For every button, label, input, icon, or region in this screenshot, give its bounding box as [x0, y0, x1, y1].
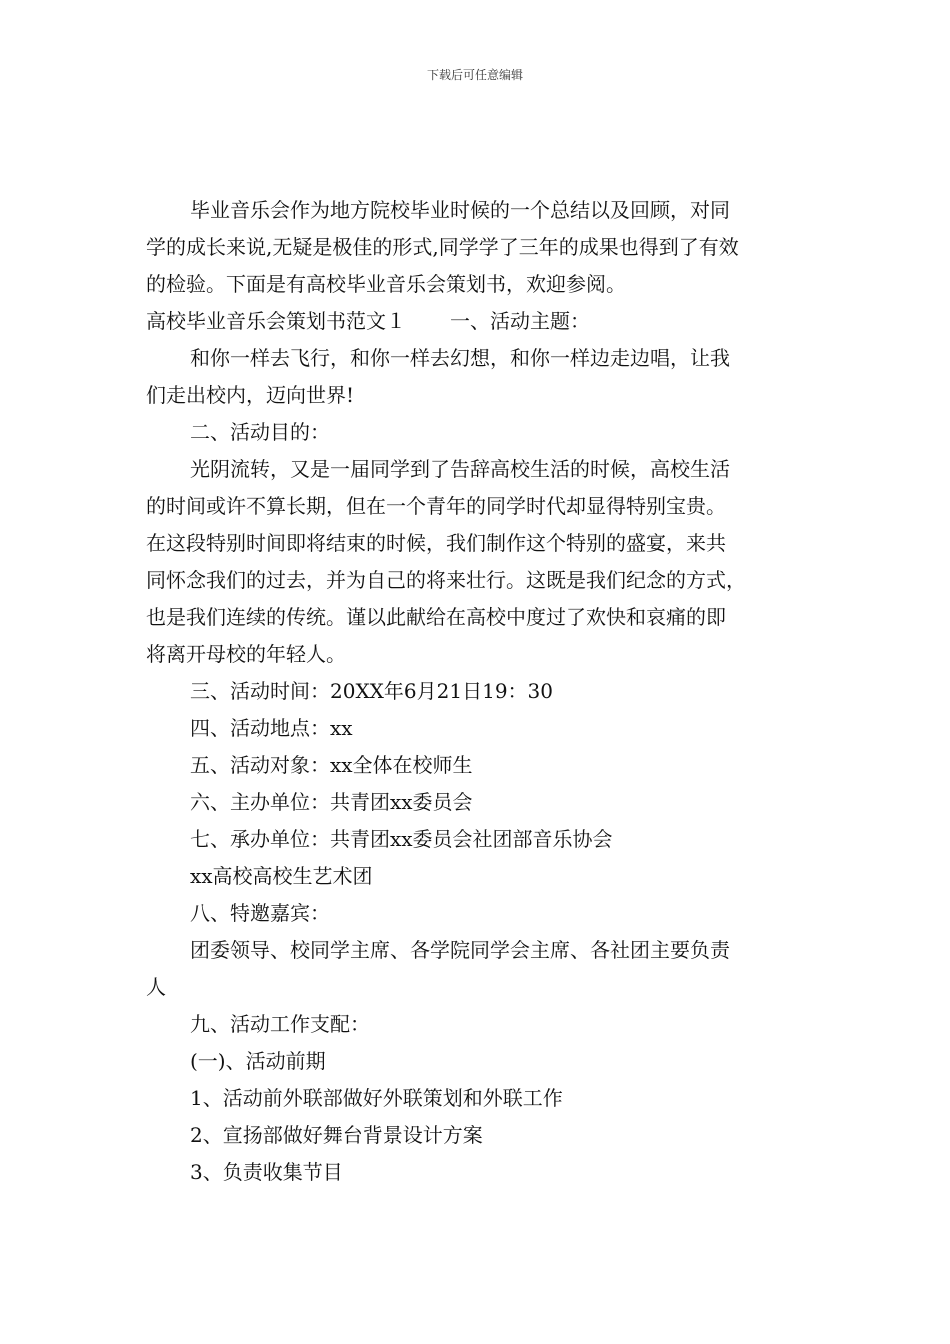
section-heading: 八、特邀嘉宾：	[190, 901, 330, 925]
list-item: 1、活动前外联部做好外联策划和外联工作	[190, 1086, 563, 1110]
paragraph-line: 人	[146, 975, 166, 999]
paragraph-line: 同怀念我们的过去，并为自己的将来壮行。这既是我们纪念的方式，	[146, 568, 746, 592]
paragraph-line: 毕业音乐会作为地方院校毕业时候的一个总结以及回顾，对同	[190, 198, 730, 222]
subsection-heading: (一)、活动前期	[190, 1049, 326, 1073]
section-title-line	[146, 303, 806, 340]
page-header-note: 下载后可任意编辑	[426, 68, 523, 82]
section-heading: 五、活动对象：xx全体在校师生	[190, 753, 473, 777]
paragraph-line: 们走出校内，迈向世界!	[146, 383, 355, 407]
paragraph-line: 团委领导、校同学主席、各学院同学会主席、各社团主要负责	[190, 938, 730, 962]
section-heading: 四、活动地点：xx	[190, 716, 353, 740]
section-heading: 一、活动主题：	[450, 309, 590, 333]
section-heading: 二、活动目的：	[190, 420, 330, 444]
paragraph-line: 学的成长来说,无疑是极佳的形式,同学学了三年的成果也得到了有效	[146, 235, 739, 259]
paragraph-line: xx高校高校生艺术团	[190, 864, 373, 888]
paragraph-line: 的检验。下面是有高校毕业音乐会策划书，欢迎参阅。	[146, 272, 626, 296]
list-item: 2、宣扬部做好舞台背景设计方案	[190, 1123, 483, 1147]
paragraph-line: 也是我们连续的传统。谨以此献给在高校中度过了欢快和哀痛的即	[146, 605, 726, 629]
document-body	[146, 192, 806, 1191]
section-heading: 六、主办单位：共青团xx委员会	[190, 790, 473, 814]
paragraph-line: 在这段特别时间即将结束的时候，我们制作这个特别的盛宴，来共	[146, 531, 726, 555]
section-heading: 七、承办单位：共青团xx委员会社团部音乐协会	[190, 827, 613, 851]
paragraph-line: 和你一样去飞行，和你一样去幻想，和你一样边走边唱，让我	[190, 346, 730, 370]
paragraph-line: 光阴流转，又是一届同学到了告辞高校生活的时候，高校生活	[190, 457, 730, 481]
list-item: 3、负责收集节目	[190, 1160, 343, 1184]
paragraph-line: 将离开母校的年轻人。	[146, 642, 346, 666]
document-title: 高校毕业音乐会策划书范文１	[146, 309, 406, 333]
section-heading: 九、活动工作支配：	[190, 1012, 370, 1036]
section-heading: 三、活动时间：20XX年6月21日19：30	[190, 679, 553, 703]
paragraph-line: 的时间或许不算长期，但在一个青年的同学时代却显得特别宝贵。	[146, 494, 726, 518]
